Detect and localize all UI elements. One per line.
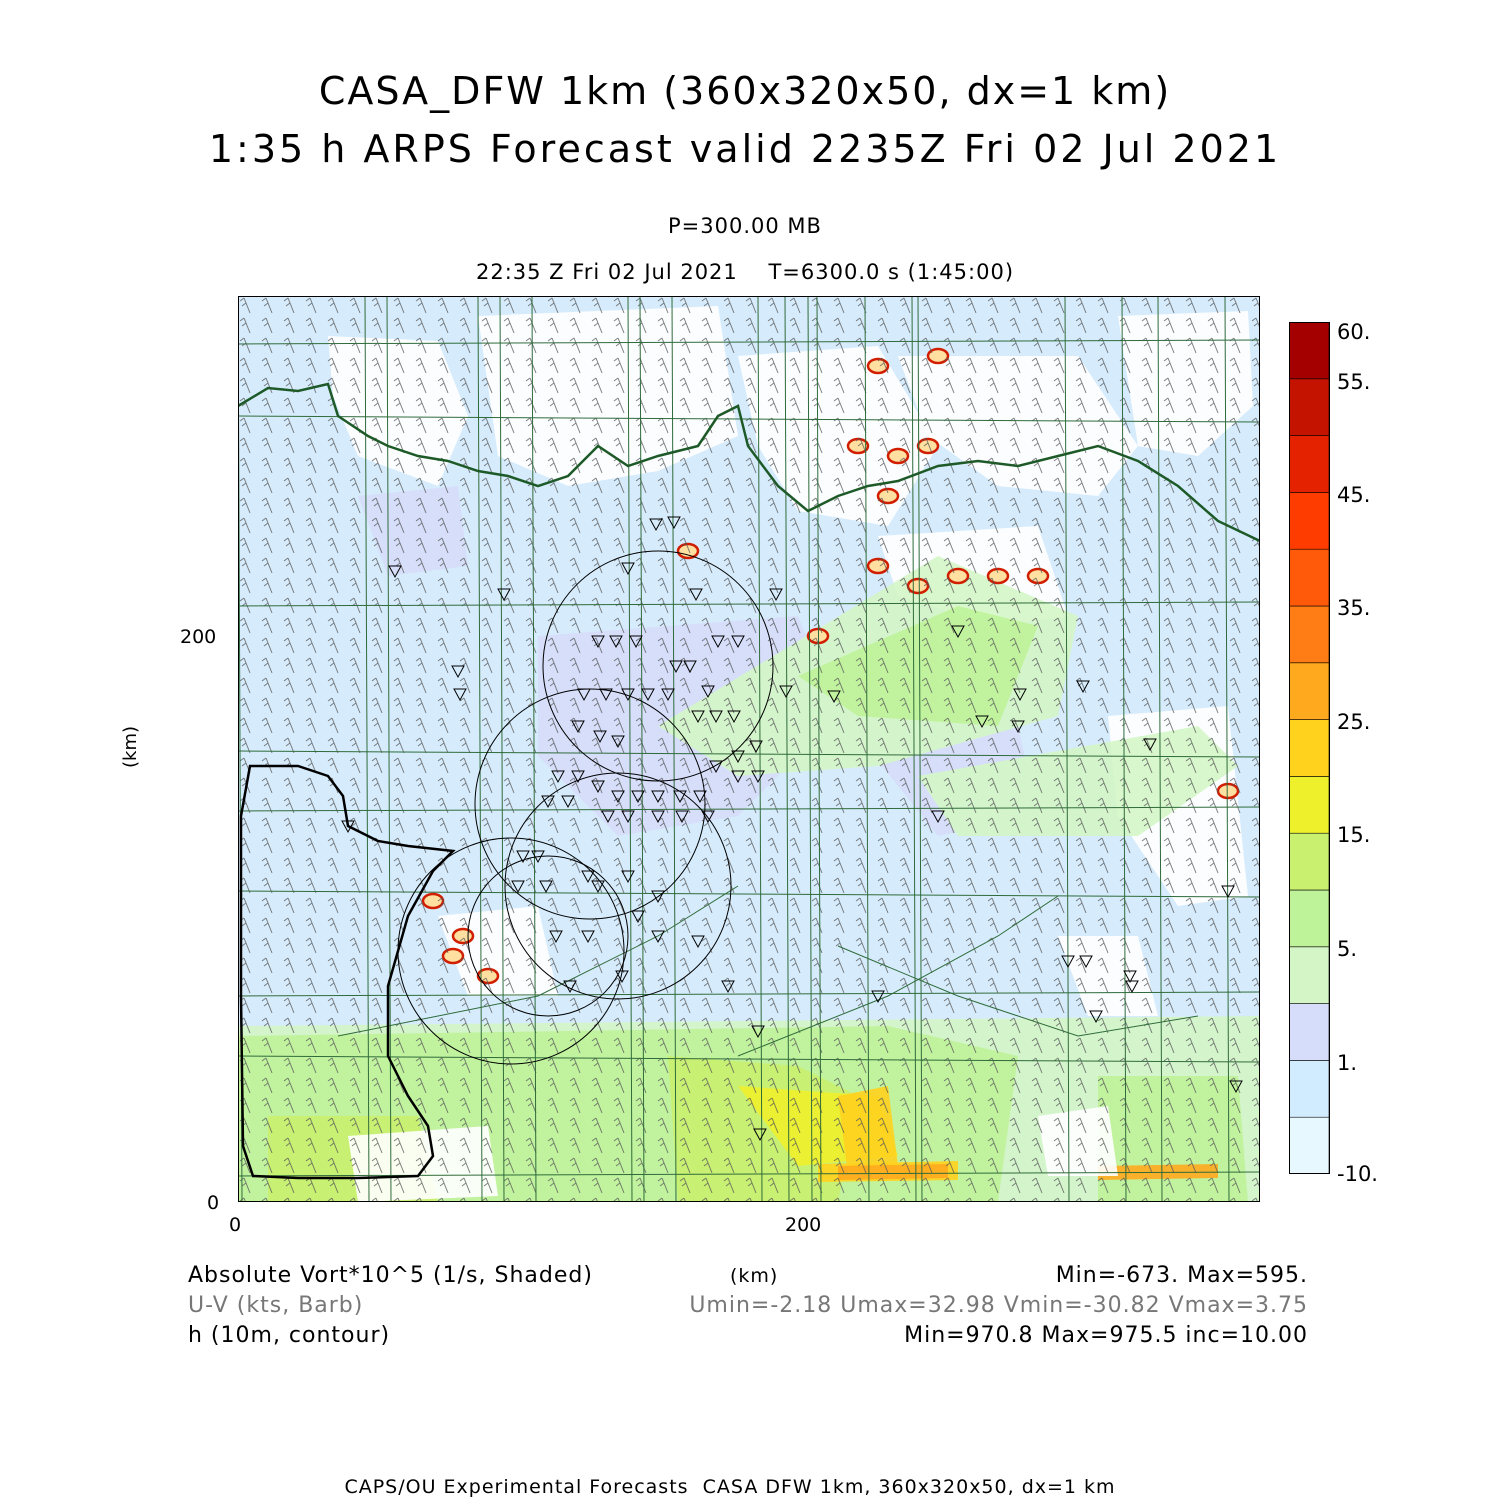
colorbar-block [1289, 379, 1329, 436]
colorbar-label: 15. [1337, 823, 1371, 847]
map-plot [238, 296, 1260, 1202]
colorbar-label: 35. [1337, 596, 1371, 620]
colorbar-block [1289, 890, 1329, 947]
colorbar-block [1289, 492, 1329, 549]
x-tick-200: 200 [785, 1214, 822, 1236]
colorbar-block [1289, 663, 1329, 720]
colorbar-block [1289, 833, 1329, 890]
legend-units: (km) [730, 1265, 779, 1287]
colorbar-block [1289, 606, 1329, 663]
colorbar-block [1289, 1117, 1329, 1174]
x-tick-0: 0 [229, 1214, 242, 1236]
legend-wind-stats: Umin=-2.18 Umax=32.98 Vmin=-30.82 Vmax=3.75 [689, 1293, 1308, 1318]
y-tick-200: 200 [180, 626, 217, 648]
colorbar-block [1289, 776, 1329, 833]
colorbar-label: 60. [1337, 320, 1371, 344]
colorbar-label: 45. [1337, 483, 1371, 507]
colorbar [1289, 322, 1331, 1174]
plot-subtitle: 1:35 h ARPS Forecast valid 2235Z Fri 02 Jul 2021 [208, 127, 1282, 171]
plot-title: CASA_DFW 1km (360x320x50, dx=1 km) [318, 69, 1172, 113]
colorbar-block [1289, 947, 1329, 1004]
colorbar-label: 1. [1337, 1051, 1358, 1075]
legend-height: h (10m, contour) [188, 1323, 391, 1348]
credit-line: CAPS/OU Experimental Forecasts CASA DFW 1km, 360x320x50, dx=1 km [344, 1476, 1116, 1498]
wind-barbs [238, 296, 1260, 1202]
colorbar-block [1289, 436, 1329, 493]
colorbar-block [1289, 1004, 1329, 1061]
y-axis-label: (km) [120, 725, 142, 769]
legend-vorticity-stats: Min=-673. Max=595. [1055, 1263, 1308, 1288]
colorbar-label: 55. [1337, 370, 1371, 394]
valid-time-label: 22:35 Z Fri 02 Jul 2021 T=6300.0 s (1:45:00) [475, 260, 1015, 284]
colorbar-label: 5. [1337, 937, 1358, 961]
y-tick-0: 0 [207, 1192, 220, 1214]
colorbar-block [1289, 720, 1329, 777]
colorbar-block [1289, 1060, 1329, 1117]
colorbar-block [1289, 322, 1329, 379]
colorbar-block [1289, 549, 1329, 606]
pressure-level-label: P=300.00 MB [668, 214, 822, 238]
colorbar-label: -10. [1337, 1162, 1378, 1186]
colorbar-label: 25. [1337, 710, 1371, 734]
legend-wind: U-V (kts, Barb) [188, 1293, 364, 1318]
legend-height-stats: Min=970.8 Max=975.5 inc=10.00 [904, 1323, 1308, 1348]
legend-vorticity: Absolute Vort*10^5 (1/s, Shaded) [188, 1263, 593, 1288]
